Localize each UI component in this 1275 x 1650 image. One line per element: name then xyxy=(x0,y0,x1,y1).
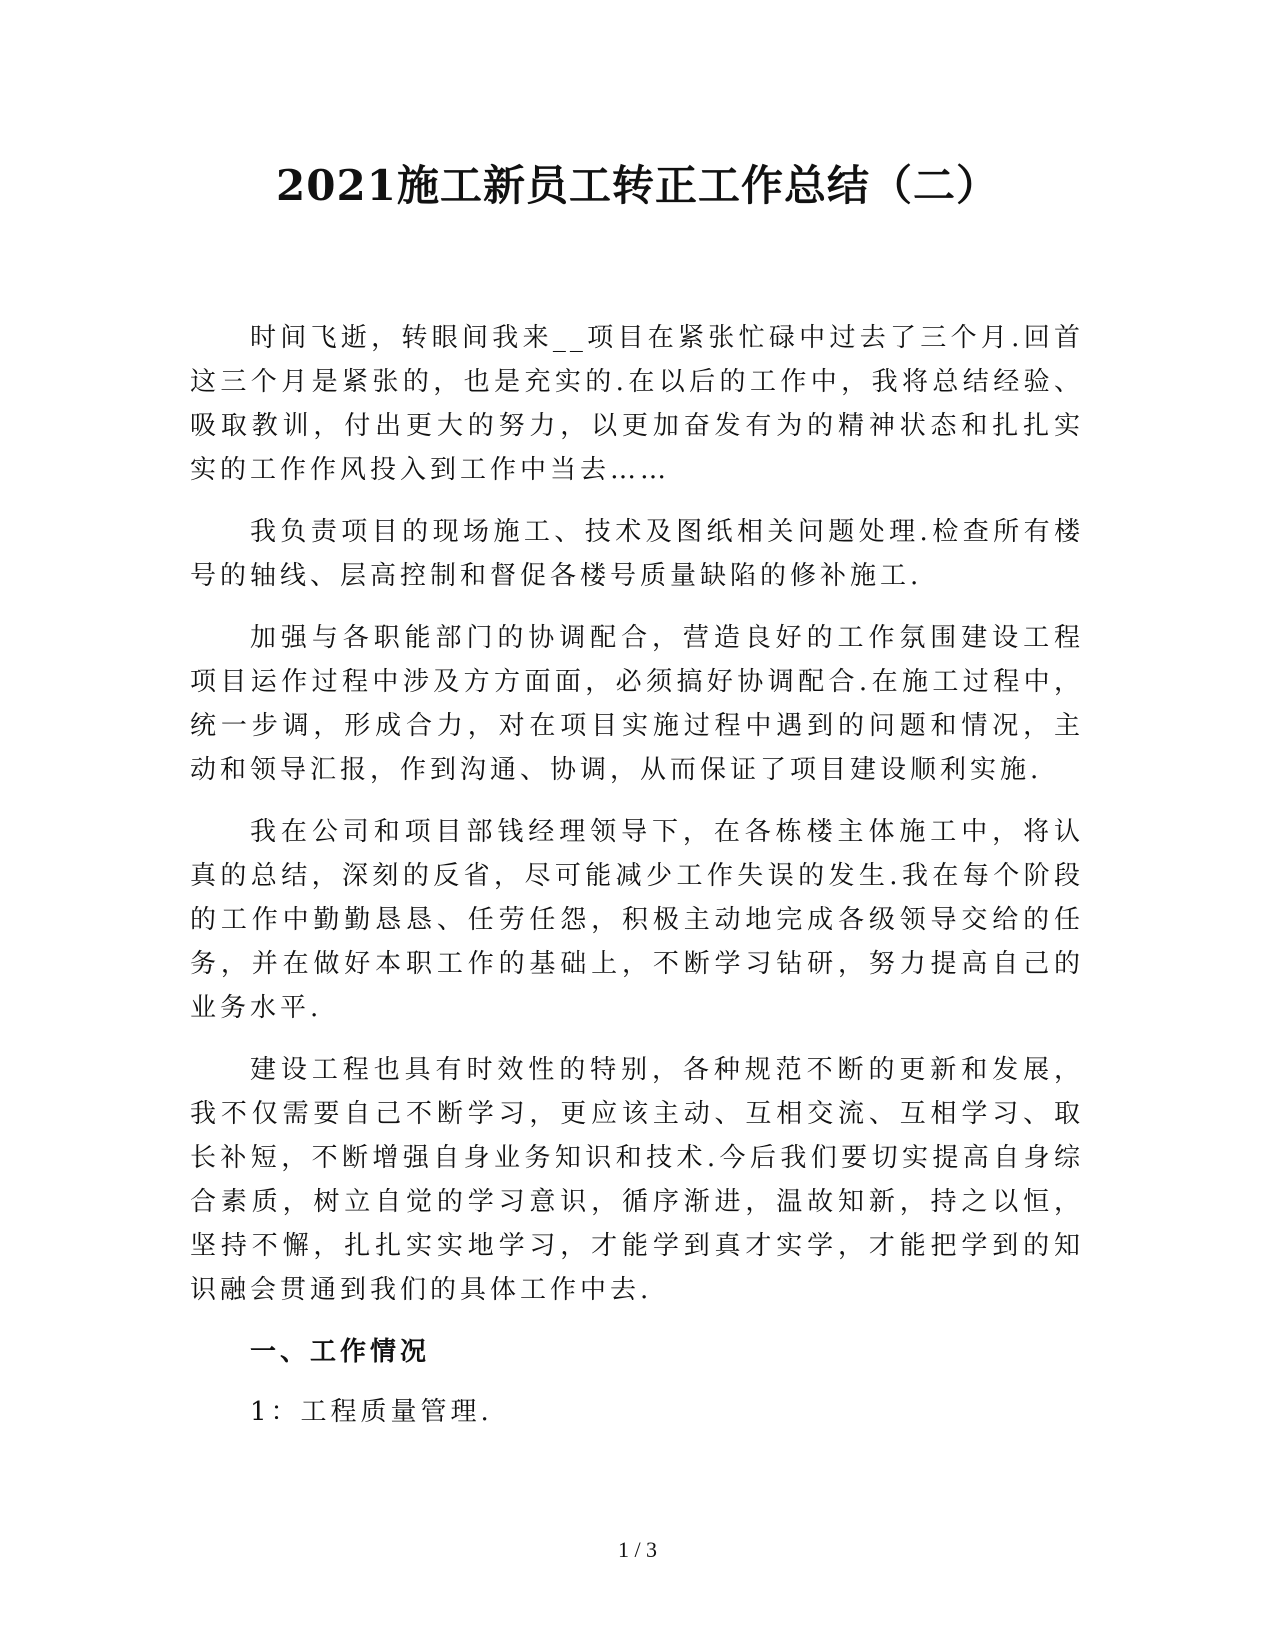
list-item-quality-management: 1：工程质量管理. xyxy=(250,1397,493,1427)
page-number: 1 / 3 xyxy=(617,1537,658,1562)
paragraph-learning: 建设工程也具有时效性的特别，各种规范不断的更新和发展，我不仅需要自己不断学习，更应该主动、互相交流、互相学习、取长补短，不断增强自身业务知识和技术.今后我们要切实提高自身综合素质，树立自觉的学习意识，循序渐进，温故知新，持之以恒，坚持不懈，扎扎实实地学习，才能学到真才实学，才能把学到的知识融会贯通到我们的具体工作中去. xyxy=(190,1055,1084,1305)
section-heading-work-status: 一、工作情况 xyxy=(250,1337,431,1367)
paragraph-intro: 时间飞逝，转眼间我来__项目在紧张忙碌中过去了三个月.回首这三个月是紧张的，也是充实的.在以后的工作中，我将总结经验、吸取教训，付出更大的努力，以更加奋发有为的精神状态和扎扎实实的工作作风投入到工作中当去…… xyxy=(190,323,1084,485)
paragraph-responsibilities: 我负责项目的现场施工、技术及图纸相关问题处理.检查所有楼号的轴线、层高控制和督促各楼号质量缺陷的修补施工. xyxy=(190,517,1084,591)
paragraph-leadership: 我在公司和项目部钱经理领导下，在各栋楼主体施工中，将认真的总结，深刻的反省，尽可能减少工作失误的发生.我在每个阶段的工作中勤勤恳恳、任劳任怨，积极主动地完成各级领导交给的任务，并在做好本职工作的基础上，不断学习钻研，努力提高自己的业务水平. xyxy=(190,817,1084,1023)
document-body xyxy=(190,316,1084,1434)
paragraph-coordination: 加强与各职能部门的协调配合，营造良好的工作氛围建设工程项目运作过程中涉及方方面面，必须搞好协调配合.在施工过程中，统一步调，形成合力，对在项目实施过程中遇到的问题和情况，主动和领导汇报，作到沟通、协调，从而保证了项目建设顺利实施. xyxy=(190,623,1084,785)
document-title: 2021施工新员工转正工作总结（二） xyxy=(276,161,999,210)
